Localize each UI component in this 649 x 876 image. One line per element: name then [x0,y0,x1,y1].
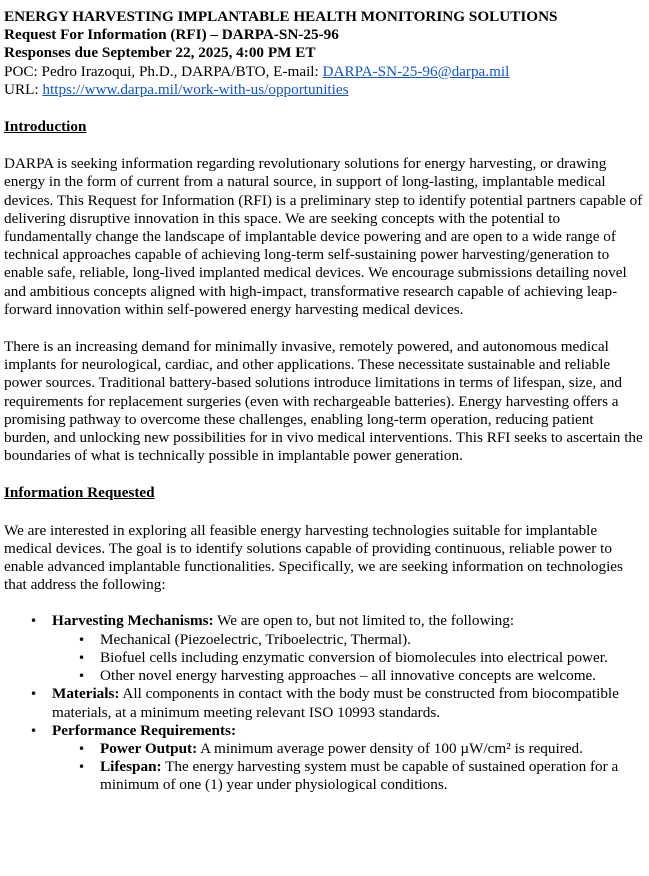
rfi-number: Request For Information (RFI) – DARPA-SN-25-96 [4,26,339,44]
sub-item-mechanical [100,631,643,649]
poc-email-link[interactable]: DARPA-SN-25-96@darpa.mil [322,62,510,80]
sub-item-power-output [100,740,643,758]
response-due: Responses due September 22, 2025, 4:00 PM ET [4,44,316,62]
poc-text: POC: Pedro Irazoqui, Ph.D., DARPA/BTO, E-mail: [4,62,323,80]
sub-item-label: Lifespan: [100,758,162,776]
item-label: Performance Requirements: [52,721,237,739]
sub-item-text: A minimum average power density of 100 µW/cm² is required. [197,739,583,757]
opportunities-url-link[interactable]: https://www.darpa.mil/work-with-us/opportunities [42,80,349,98]
document-title: ENERGY HARVESTING IMPLANTABLE HEALTH MONITORING SOLUTIONS [4,8,558,25]
poc-line [4,63,643,81]
sub-item-label: Power Output: [100,739,198,757]
list-item-performance [52,722,643,795]
item-label: Harvesting Mechanisms: [52,612,214,630]
information-requested-paragraph: We are interested in exploring all feasible energy harvesting technologies suitable for implantable medical devices. The goal is to identify solutions capable of providing continuous, reliable power to enable advanced implantable functionalities. Specifically, we are seeking information on technologies that address the following: [4,521,623,594]
list-item-harvesting-mechanisms [52,612,643,685]
harvesting-sublist [52,631,643,686]
sub-item-other [100,667,643,685]
performance-sublist [52,740,643,795]
introduction-heading: Introduction [4,118,87,136]
url-label: URL: [4,80,43,98]
item-text: We are open to, but not limited to, the following: [213,612,515,630]
sub-item-text: Other novel energy harvesting approaches – all innovative concepts are welcome. [100,667,597,685]
introduction-paragraph-2: There is an increasing demand for minimally invasive, remotely powered, and autonomous medical implants for neurological, cardiac, and other applications. These necessitate sustainable and reliable power sources. Traditional battery-based solutions introduce limitations in terms of lifespan, size, and requirements for replacement surgeries (even with rechargeable batteries). Energy harvesting offers a promising pathway to overcome these challenges, enabling long-term operation, reducing patient burden, and unlocking new possibilities for in vivo medical interventions. This RFI seeks to ascertain the boundaries of what is technically possible in implantable power generation. [4,338,643,465]
information-requested-heading: Information Requested [4,484,155,502]
sub-item-text: Biofuel cells including enzymatic conversion of biomolecules into electrical power. [100,648,608,666]
sub-item-text: Mechanical (Piezoelectric, Triboelectric, Thermal). [100,630,411,648]
item-text: All components in contact with the body must be constructed from biocompatible materials, at a minimum meeting relevant ISO 10993 standards. [52,685,619,721]
requirements-list [4,612,643,794]
sub-item-text: The energy harvesting system must be capable of sustained operation for a minimum of one (1) year under physiological conditions. [100,758,619,794]
list-item-materials [52,685,643,721]
sub-item-biofuel [100,649,643,667]
introduction-paragraph-1: DARPA is seeking information regarding revolutionary solutions for energy harvesting, or drawing energy in the form of current from a natural source, in support of long-lasting, implantable medical devices. This Request for Information (RFI) is a preliminary step to identify potential partners capable of delivering disruptive innovation in this space. We are seeking concepts with the potential to fundamentally change the landscape of implantable device powering and are open to a wide range of technical approaches capable of achieving long-term self-sustaining power harvesting/generation to enable safe, reliable, long-lived implanted medical devices. We encourage submissions detailing novel and ambitious concepts aligned with high-impact, transformative research capable of achieving leap-forward innovation within self-powered energy harvesting medical devices. [4,155,643,318]
sub-item-lifespan [100,758,643,794]
item-label: Materials: [52,685,120,703]
url-line [4,81,643,99]
